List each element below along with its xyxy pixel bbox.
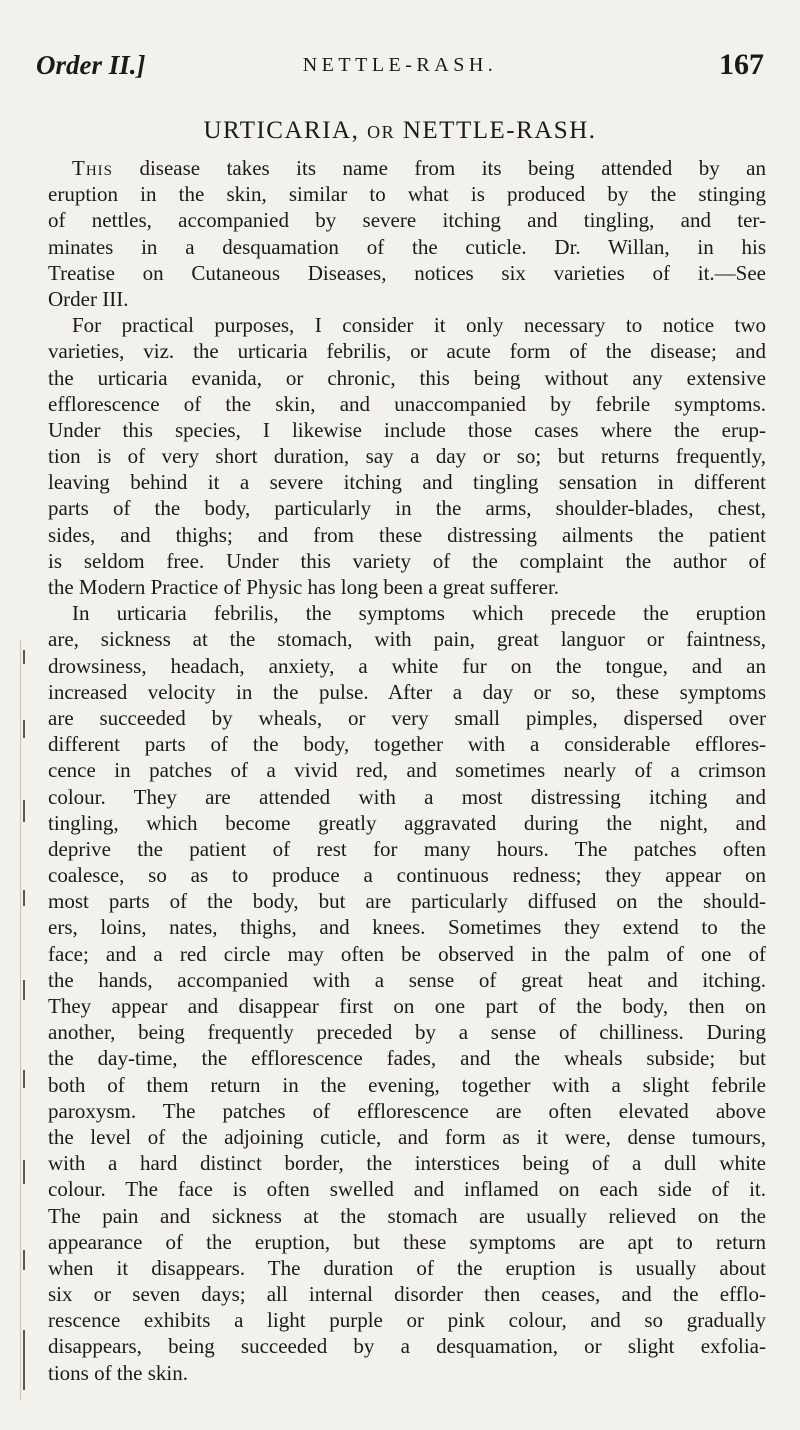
paragraph-line: The pain and sickness at the stomach are usually relieved on the (48, 1203, 766, 1228)
paragraph-line: varieties, viz. the urticaria febrilis, or acute form of the disease; and (48, 339, 766, 364)
paragraph-line: Treatise on Cutaneous Diseases, notices six varieties of it.—See (48, 260, 766, 285)
paragraph-line: paroxysm. The patches of efflorescence are often elevated above (48, 1098, 766, 1123)
paragraph-line: sides, and thighs; and from these distressing ailments the patient (48, 522, 766, 547)
running-head (36, 48, 764, 88)
drop-word: This (72, 156, 113, 180)
gutter-mark (23, 1070, 25, 1088)
binding-gutter (20, 640, 35, 1400)
paragraph-line: the hands, accompanied with a sense of great heat and itching. (48, 967, 766, 992)
paragraph-line: deprive the patient of rest for many hours. The patches often (48, 836, 766, 861)
paragraph-line: face; and a red circle may often be observed in the palm of one of (48, 941, 766, 966)
gutter-mark (23, 890, 25, 906)
paragraph-line: tion is of very short duration, say a day or so; but returns frequently, (48, 444, 766, 469)
paragraph-line: In urticaria febrilis, the symptoms which precede the eruption (72, 601, 766, 626)
paragraph-line: Order III. (48, 286, 129, 311)
paragraph-line: another, being frequently preceded by a sense of chilliness. During (48, 1020, 766, 1045)
paragraph-line: parts of the body, particularly in the arms, shoulder-blades, chest, (48, 496, 766, 521)
paragraph-line: rescence exhibits a light purple or pink colour, and so gradually (48, 1308, 766, 1333)
paragraph-line: when it disappears. The duration of the eruption is usually about (48, 1255, 766, 1280)
paragraph-line: colour. The face is often swelled and inflamed on each side of it. (48, 1177, 766, 1202)
body-text (48, 155, 766, 1386)
paragraph-line: the level of the adjoining cuticle, and form as it were, dense tumours, (48, 1124, 766, 1149)
paragraph-line: ers, loins, nates, thighs, and knees. Sometimes they extend to the (48, 915, 766, 940)
paragraph-line: eruption in the skin, similar to what is produced by the stinging (48, 182, 766, 207)
paragraph-line: coalesce, so as to produce a continuous redness; they appear on (48, 863, 766, 888)
paragraph-line: increased velocity in the pulse. After a day or so, these symptoms (48, 679, 766, 704)
paragraph-line: For practical purposes, I consider it only necessary to notice two (72, 313, 766, 338)
paragraph-line: tingling, which become greatly aggravated during the night, and (48, 810, 766, 835)
paragraph-line: They appear and disappear first on one part of the body, then on (48, 994, 766, 1018)
paragraph-line: the urticaria evanida, or chronic, this being without any extensive (48, 365, 766, 390)
paragraph-line: tions of the skin. (48, 1360, 188, 1385)
gutter-mark (23, 800, 25, 822)
paragraph-line: drowsiness, headach, anxiety, a white fur on the tongue, and an (48, 653, 766, 678)
paragraph-line: This disease takes its name from its being attended by an (72, 156, 766, 180)
chapter-title (0, 117, 800, 145)
title-sub: NETTLE-RASH. (402, 117, 597, 144)
paragraph-line: are, sickness at the stomach, with pain, great languor or faintness, (48, 627, 766, 652)
paragraph-line: disappears, being succeeded by a desquamation, or slight exfolia- (48, 1334, 766, 1359)
paragraph-line: of nettles, accompanied by severe itching and tingling, and ter- (48, 208, 766, 233)
paragraph-line: different parts of the body, together with a considerable efflores- (48, 732, 766, 757)
paragraph-line: appearance of the eruption, but these symptoms are apt to return (48, 1229, 766, 1254)
paragraph-line: the day-time, the efflorescence fades, and the wheals subside; but (48, 1046, 766, 1071)
running-head-section: Order II.] (36, 50, 146, 80)
paragraph-line: efflorescence of the skin, and unaccompanied by febrile symptoms. (48, 391, 766, 416)
paragraph-line: cence in patches of a vivid red, and sometimes nearly of a crimson (48, 758, 766, 783)
gutter-mark (23, 1160, 25, 1184)
paragraph-line: colour. They are attended with a most distressing itching and (48, 784, 766, 809)
paragraph-line: with a hard distinct border, the interstices being of a dull white (48, 1151, 766, 1176)
paragraph-line: the Modern Practice of Physic has long been a great sufferer. (48, 575, 560, 599)
paragraph-line: most parts of the body, but are particularly diffused on the should- (48, 889, 766, 914)
page-number: 167 (719, 48, 764, 81)
title-connector: OR (367, 122, 396, 142)
gutter-mark (23, 980, 25, 1000)
paragraph-line: are succeeded by wheals, or very small pimples, dispersed over (48, 705, 766, 730)
title-main: URTICARIA, (203, 117, 360, 144)
gutter-mark (23, 1250, 25, 1270)
paragraph-line: six or seven days; all internal disorder then ceases, and the efflo- (48, 1282, 766, 1307)
gutter-mark (23, 650, 25, 664)
running-head-title: NETTLE-RASH. (302, 54, 498, 76)
paragraph-line: leaving behind it a severe itching and tingling sensation in different (48, 470, 766, 495)
paragraph-line: minates in a desquamation of the cuticle. Dr. Willan, in his (48, 234, 766, 259)
paragraph-line: both of them return in the evening, together with a slight febrile (48, 1072, 766, 1097)
paragraph-line: Under this species, I likewise include those cases where the erup- (48, 417, 766, 442)
gutter-mark (23, 1330, 25, 1390)
paragraph-line: is seldom free. Under this variety of the complaint the author of (48, 548, 766, 573)
gutter-mark (23, 720, 25, 738)
